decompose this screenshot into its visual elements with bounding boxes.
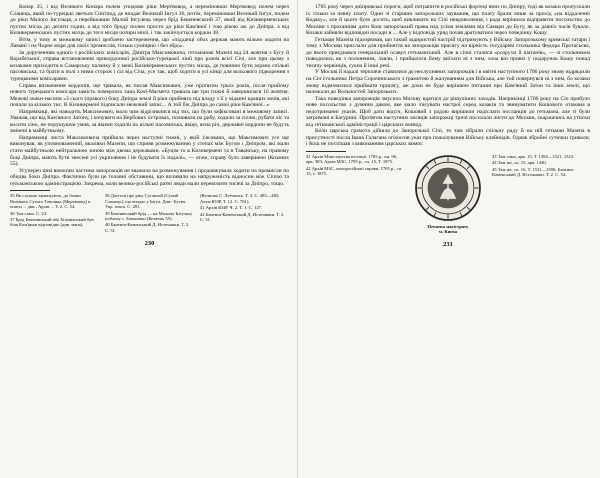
footnote: (Величко С. Летопись. Т. 3. С. 483—485; Акты ЮЗР. Т. 12. С. 701). bbox=[200, 193, 280, 204]
left-paragraph: За дорученням одного з російських комісарів, Дмитра Максимовича, гетьманові Мазепі від 24 жовтня з Бугу й Корабельної, справа встановлення прикордонної російсько-турецької лінії про разом всієї Січі, але при цьому з козаками приходити в Самарську паланку й у межі Кизикерменських пустих місць, де повинно бути зорано спільні пасовиська, та брати в полі з ними сторож і сіл від Січа, усе так, щоб ходити в усі кінці для вольового підкорення з турецькими комісарами. bbox=[10, 49, 289, 83]
left-paragraph: Справа визначення кордонів, що тривала, як писав Максимович, уже протягом трьох років, після прийому нового турецького комісара замість померлого хана Кочі-Магмета тривала ще три тижні й завершилася 16 жовтня. Межові знаки-насипи «З сього (правого) боку Дніпра землі й ріки прийнято під владу з її у віданні кращих кочів, які почали за кількох тис. В Кизикермені підписали межовий запис... А той бік Дніпра до самої ріки Кам'яної...» bbox=[10, 82, 289, 109]
left-footnotes bbox=[10, 193, 289, 234]
right-body-text bbox=[306, 4, 590, 148]
footnote: 40 Бантиш-Каменський Д. Источники. Т. 2. С. 51. bbox=[105, 222, 190, 233]
footnote-divider bbox=[306, 151, 346, 152]
right-footnotes-left bbox=[306, 154, 404, 178]
left-paragraph: Втім, у тому ж межовому записі зроблено застереження, що «підданці обох держав мають вільно ходити на Ламані і на Чорне море для своїх промислів, тільки суміирно і без збро». bbox=[10, 36, 289, 50]
seal-figure bbox=[410, 154, 486, 235]
footnote: 44 Там же, сп. 15, арк. 1440. bbox=[492, 160, 547, 166]
left-footnotes-column-2 bbox=[105, 193, 194, 234]
footnote-divider bbox=[10, 190, 50, 191]
left-paragraph: Напрямкиці, які наводить Максимович, мало чим відрізнялися від тих, що були зафіксовані в межовому записі. Уважав, що від Кам'яного Затону, і кочувати на Вербових островах, полювали на рибу, ходили за сіллю, рубати ліс та косити сіно, не порушуючи умов, за якими ходили по вільні пасовиська, якщо, ясна річ, державні кордони не будуть змінені в майбутньому. bbox=[10, 108, 289, 135]
left-footnotes-column-3 bbox=[200, 193, 289, 234]
page-number-right: 231 bbox=[443, 240, 453, 248]
right-footnotes-column-2 bbox=[492, 154, 590, 179]
footnote: 42 Бантиш-Каменський Д. Источники. Т. 2. С. 51. bbox=[200, 211, 285, 222]
right-footnotes-column-1 bbox=[306, 154, 404, 178]
footnote: 36 Там само. С. 23. bbox=[10, 210, 48, 216]
footnote: 42 Архів МЗС, малоросійські справи, 1705 р., сп. 15, т. 1875. bbox=[306, 165, 403, 177]
right-paragraph: У Москві й надалі терпляче ставилися до неслухняних запорожців і в квітні наступного 1706 року знову відрядили на Січ стольника Петра Сорочинського з грамотою й жалуванням для Війська, але той повернувся ні з чим, бо козаки знову відмовилися приймати присягу, аж доки не буде вирішене питання про Кам'яний Затон та інші землі, що належали до Вольностей Запорозьких. bbox=[306, 69, 590, 96]
left-page bbox=[0, 0, 298, 478]
right-paragraph: Гетьман Мазепа підозрював, що такий задиристий настрій підтримують у Війську Запорозькому кримські татари і тому з Москви прислали для прийняття на запорожців присягу на вірність государеві стольника Федора Протасьєва, до якого приєднався генеральний осавул гетьманський. Але в січні сталися «розрухи й шатанія», — зі стольником поводились як з полоненим, лаяли, і прийшлося йому виїхати ні з чим, хоча він привіз у подарунок Кошу понад тисячу червінців, сукна й інші речі. bbox=[306, 36, 590, 69]
footnote: 43 Там само, арк. 15, Т. 1492—1521, 1523. bbox=[492, 154, 575, 160]
left-body-text bbox=[10, 4, 289, 187]
footnote: 41 Архів Міністерства юстиції. 1705 р., кн. 96, арк. 303; Архів МЗС, 1705 р., сп. 15, Т. 1875. bbox=[306, 154, 398, 165]
right-footnotes-right bbox=[492, 154, 590, 179]
left-footnotes-column-1 bbox=[10, 193, 99, 234]
left-paragraph: Напрямкиці листа Максимовича прийшла через наступні тижні, у якій з'ясовано, що Максимович усе ще виконував, як уповноважений, вказівки Мазепи, що сприяв розмежуванню у степах між Бугом і Дніпром, які мали стати майбутньою нейтральною зоною між двома державами. «Буцім то в Кизикермені та в Таванську, на правому боці Дніпра, мають бути знесені усі укріплення і не будувати їх надалі», — отже, справу було завершено (Козачих 55). bbox=[10, 134, 289, 168]
page-number-left: 230 bbox=[144, 240, 155, 248]
right-paragraph: 1705 року через дніпровські пороги, щоб потрапити в російські фортеці вниз по Дніпру, тоді як козаки пропускали їх тільки за певну плату. Один зі старшин запорозьких зауважив, що плату брали лише за прохід «на віддаленні Кодаку», але й цього було досить, щоб викликати на Січі невдоволення, і рада вирішила відправити посольство до Москви з проханням дати Кош запорозький права над усіма землями від Самари до Бугу, як за давніх часів бувало. Козаки зайняли відповідні посади в ... Але у відповідь уряд почав дратуватися через поведінку Кошу. bbox=[306, 4, 590, 37]
left-paragraph: Усупереч цим вимогам частина запорожців не зважила на розмежування і продовжувала ходити на промисли по обидва боки Дніпра. Фактично були це головні обставини, що впливали на напруженість відносин між Січчю та гетьманською адміністрацією. Зокрема, коли велико-російські ратні люди мали перевозити тисячі за Дніпро, тощо. bbox=[10, 167, 289, 187]
right-page bbox=[298, 0, 600, 478]
seal-caption bbox=[428, 224, 469, 235]
seal-caption-line-2: м. Києва bbox=[438, 229, 458, 235]
footnote: 35 Як слушно зауважують, до балки Великого Сухого Ташлика (Мертвовод) в описи ... див.: Архів ... Т. 2. С. 54. bbox=[10, 193, 91, 210]
footnote: 37 Брід Бекенівський або Біленівський був біля Кам'янки відповідно (див. мапа). bbox=[10, 216, 94, 228]
kyiv-magistrate-seal-image bbox=[414, 154, 482, 222]
right-paragraph: Така поведінка запорожців змусила Москву вдатися до рішучіших заходів. Наприкінці 1706 року на Січ прибуло нове посольство з думним дяком, яке мало з'ясувати настрої серед козаків та звинуватити Кошового отамана в недотриманні указів. Щоб дати відсіч, Кошовий з радою вирішили надіслати посланців до гетьмана, але ті були затримані в Батурині. Протягом наступних місяців запорожці тричі посилали листи до Москви, скаржачись на утиски від гетьманської адміністрації і царських воєвод. bbox=[306, 95, 590, 128]
footnote: 41 Архів ЮЗР. Ч. 2. Т. 1. С. 127. bbox=[200, 205, 263, 211]
right-paragraph: Коли царська грамота дійшла до Запорозької Січі, то там зібрали спільну раду й на ній гетьман Мазепа в присутності посла Івана Галагана оголосив указ про пожалування Війську клейнодів. Однак збройні сутички тривали, і Кош не поспішав з виконанням царських вимог. bbox=[306, 128, 590, 148]
seal-caption-line-1: Печатка магістрату bbox=[427, 224, 469, 230]
footnote: 38 Дається про ріку Сугаклей (Сухий Сланець), що впадає у Інгул. Див.: Бутич. Укр. землі. С. 281. bbox=[105, 193, 187, 210]
footnote: 45 Там же, сп. 16, Т. 1531—1590; Бантиш-Каменський Д. Источники. Т. 2. С. 54. bbox=[492, 166, 575, 178]
footnote: 39 Бекенівський брід — на Малому Інгульці поблизу с. Бекенівки (Козачих 55). bbox=[105, 210, 192, 221]
right-footnotes-with-seal bbox=[306, 154, 590, 235]
left-paragraph: Конар 35, і від Великого Конара полем уподовж ріки Мертвовод, а переміновши Мертвовод полем через Сланець, який по-турецькі зветься Сінгіпод, де впадає Великий Інгул 36, потім, переміновши Великий Інгул, полем до ріки Малого Інгульця, а перейшовши Малий Інгулець через брід Бекеневський 37, який від Кизикерменських пустих місць до десяти годин, а від того броду полем просто до ріки Кам'яної і тою рікою аж до Дніпра, а від Кизикерменських пустих місць до того місця чотири милі, і так закінчується кордон 38. bbox=[10, 4, 289, 37]
